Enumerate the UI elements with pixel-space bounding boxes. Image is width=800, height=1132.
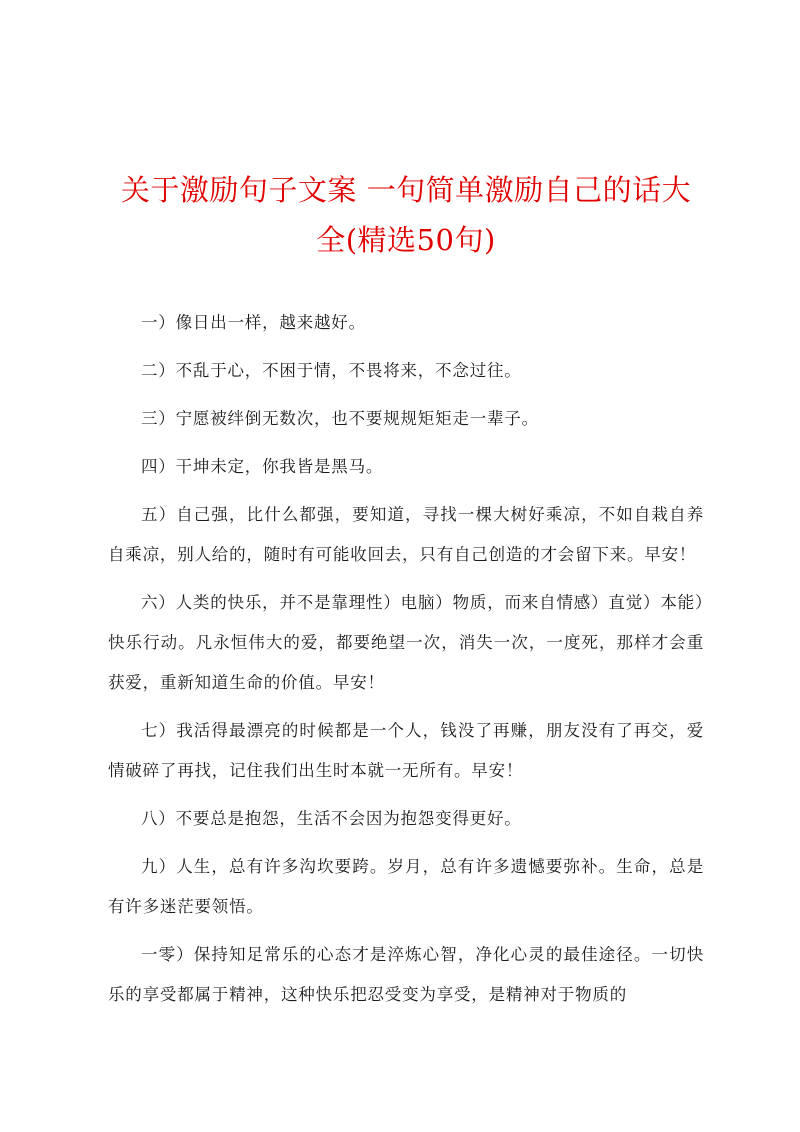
document-title: 关于激励句子文案 一句简单激励自己的话大全(精选50句) [120,173,692,257]
paragraph-6: 六）人类的快乐，并不是靠理性）电脑）物质，而来自情感）直觉）本能）快乐行动。凡永恒伟大的爱，都要绝望一次，消失一次，一度死，那样才会重获爱，重新知道生命的价值。早安！ [108,593,704,692]
paragraph-4: 四）干坤未定，你我皆是黑马。 [141,457,384,476]
paragraph-3: 三）宁愿被绊倒无数次，也不要规规矩矩走一辈子。 [141,409,539,428]
paragraph-9: 九）人生，总有许多沟坎要跨。岁月，总有许多遗憾要弥补。生命，总是有许多迷茫要领悟。 [108,857,704,916]
paragraph-1: 一）像日出一样，越来越好。 [141,313,366,332]
document-body [108,303,704,1015]
paragraph-5: 五）自己强，比什么都强，要知道，寻找一棵大树好乘凉，不如自栽自养自乘凉，别人给的，随时有可能收回去，只有自己创造的才会留下来。早安！ [108,505,704,564]
paragraph-7: 七）我活得最漂亮的时候都是一个人，钱没了再赚，朋友没有了再交，爱情破碎了再找，记住我们出生时本就一无所有。早安！ [108,721,704,780]
paragraph-10: 一零）保持知足常乐的心态才是淬炼心智，净化心灵的最佳途径。一切快乐的享受都属于精神，这种快乐把忍受变为享受，是精神对于物质的 [108,945,704,1004]
paragraph-8: 八）不要总是抱怨，生活不会因为抱怨变得更好。 [141,809,522,828]
paragraph-2: 二）不乱于心，不困于情，不畏将来，不念过往。 [141,361,522,380]
